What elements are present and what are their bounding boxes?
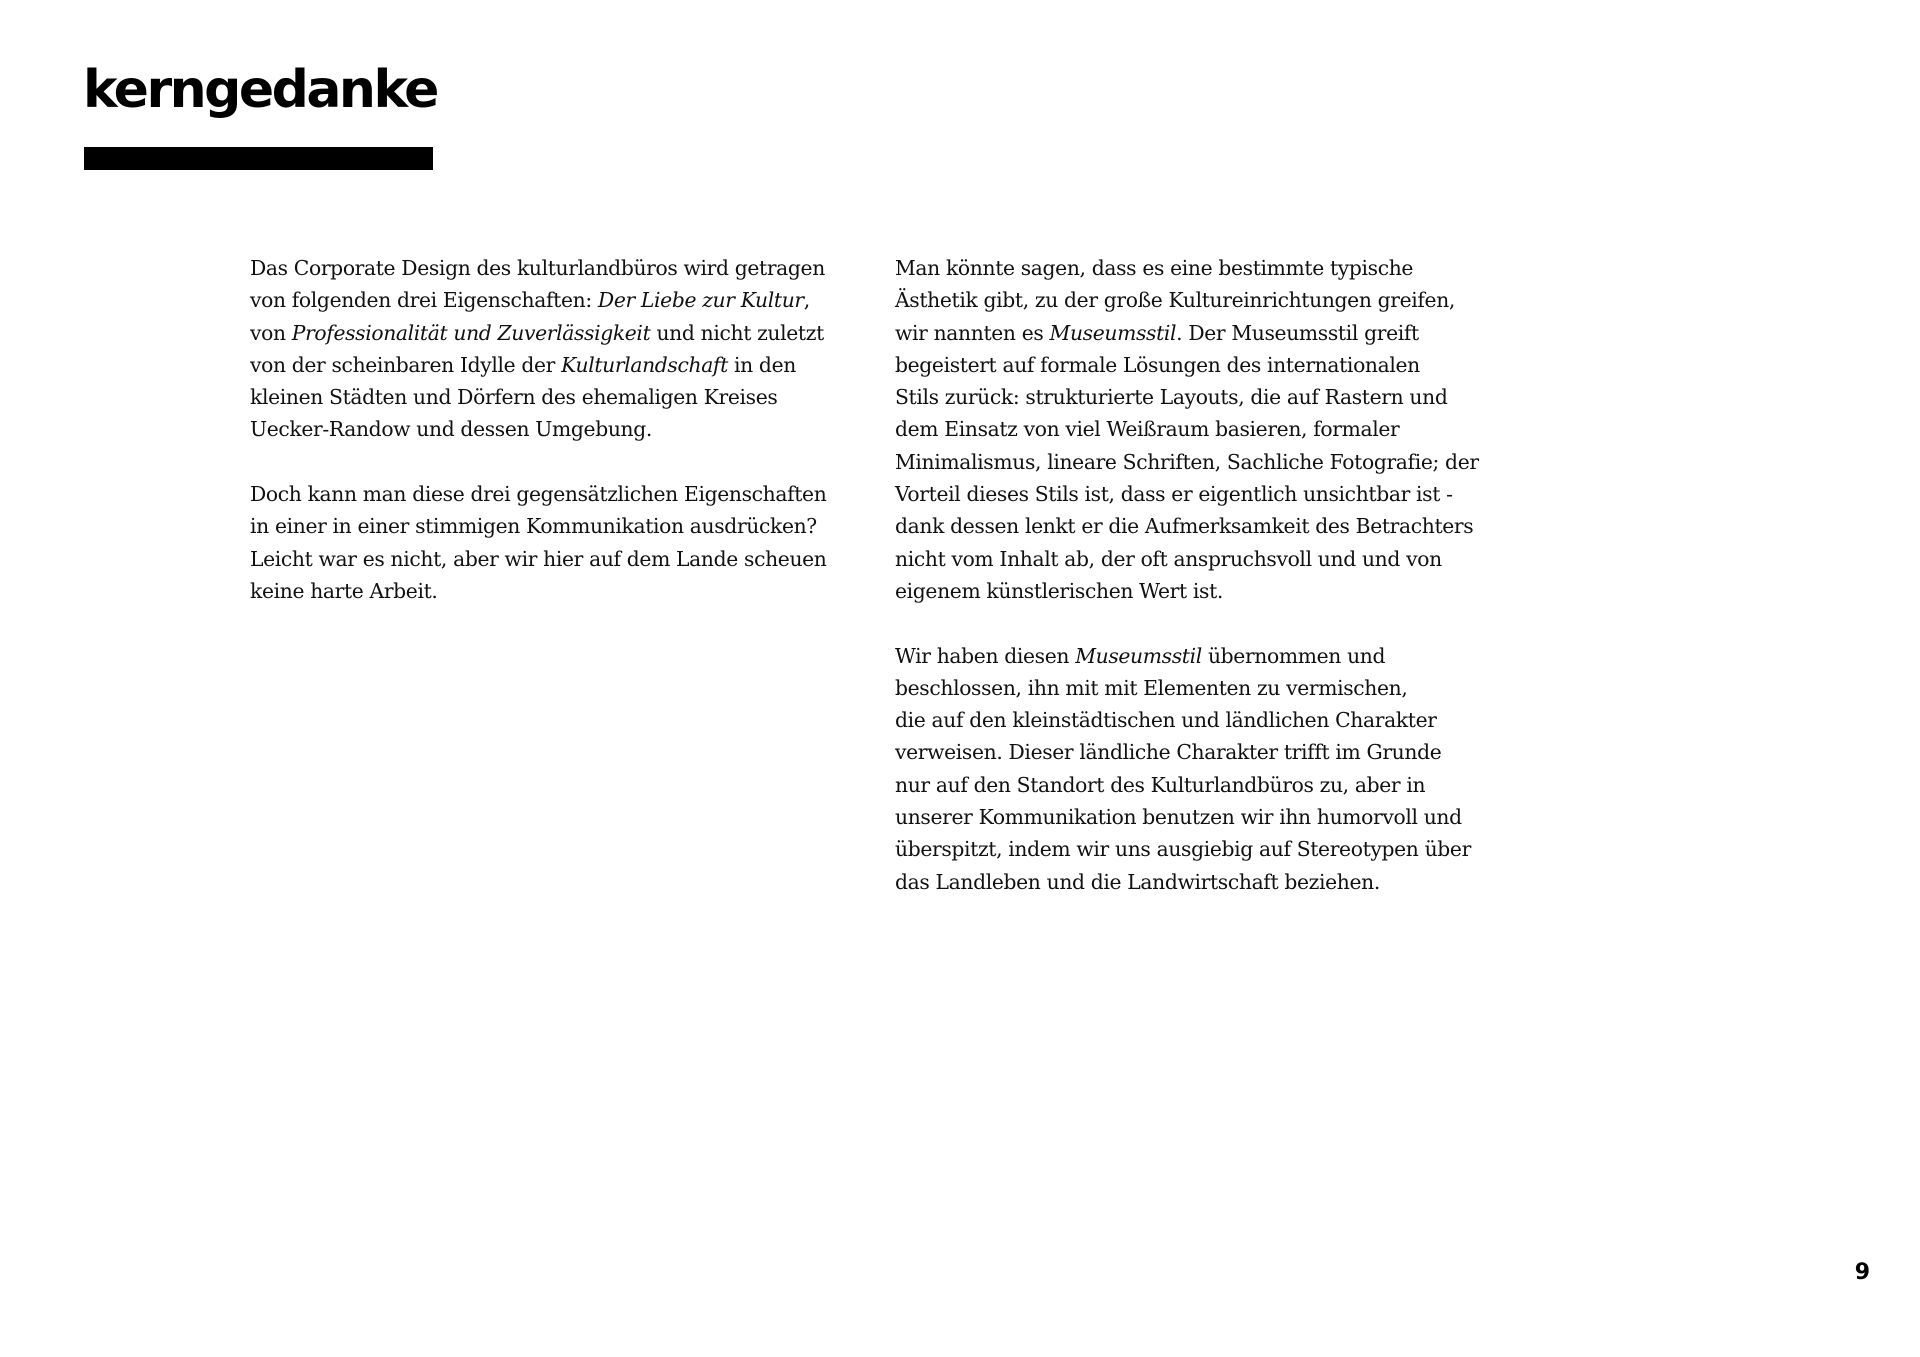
text-line xyxy=(895,640,1515,672)
text-line xyxy=(895,478,1515,510)
italic-text: Museumsstil xyxy=(1049,320,1177,345)
left-text-column xyxy=(250,252,850,640)
text-line xyxy=(250,413,850,445)
page-title: kerngedanke xyxy=(83,60,437,120)
text-segment: eigenem künstlerischen Wert ist. xyxy=(895,578,1223,603)
text-segment: und nicht zuletzt xyxy=(650,320,824,345)
page-number: 9 xyxy=(1854,1260,1870,1285)
text-line xyxy=(895,672,1515,704)
text-segment: keine harte Arbeit. xyxy=(250,578,438,603)
paragraph xyxy=(895,252,1515,607)
text-line xyxy=(895,866,1515,898)
italic-text: Professionalität und Zuverlässigkeit xyxy=(291,320,651,345)
text-line xyxy=(895,252,1515,284)
text-line xyxy=(895,543,1515,575)
italic-text: Museumsstil xyxy=(1075,643,1202,668)
text-segment: dem Einsatz von viel Weißraum basieren, formaler xyxy=(895,417,1400,442)
text-line xyxy=(895,736,1515,768)
text-segment: von folgenden drei Eigenschaften: xyxy=(250,288,598,313)
text-segment: verweisen. Dieser ländliche Charakter trifft im Grunde xyxy=(895,740,1442,765)
text-line xyxy=(250,284,850,316)
text-segment: kleinen Städten und Dörfern des ehemaligen Kreises xyxy=(250,385,778,410)
text-segment: Leicht war es nicht, aber wir hier auf dem Lande scheuen xyxy=(250,546,827,571)
text-line xyxy=(250,478,850,510)
paragraph xyxy=(895,640,1515,898)
text-line xyxy=(895,349,1515,381)
text-segment: von der scheinbaren Idylle der xyxy=(250,352,562,377)
text-segment: in den xyxy=(727,352,796,377)
right-text-column xyxy=(895,252,1515,930)
text-line xyxy=(895,413,1515,445)
text-line xyxy=(895,833,1515,865)
text-segment: von xyxy=(250,320,292,345)
title-underline-bar xyxy=(84,147,433,170)
text-line xyxy=(250,510,850,542)
text-segment: . Der Museumsstil greift xyxy=(1176,320,1419,345)
text-line xyxy=(895,510,1515,542)
text-segment: Minimalismus, lineare Schriften, Sachliche Fotografie; der xyxy=(895,449,1479,474)
text-segment: Ästhetik gibt, zu der große Kultureinrichtungen greifen, xyxy=(895,288,1456,313)
text-segment: Uecker-Randow und dessen Umgebung. xyxy=(250,417,652,442)
text-line xyxy=(250,349,850,381)
italic-text: Der Liebe zur Kultur xyxy=(597,288,804,313)
text-line xyxy=(895,317,1515,349)
italic-text: Kulturlandschaft xyxy=(561,352,728,377)
text-line xyxy=(895,381,1515,413)
text-line xyxy=(250,252,850,284)
text-segment: dank dessen lenkt er die Aufmerksamkeit des Betrachters xyxy=(895,514,1474,539)
text-segment: das Landleben und die Landwirtschaft beziehen. xyxy=(895,869,1380,894)
paragraph xyxy=(250,478,850,607)
text-line xyxy=(895,284,1515,316)
text-segment: Das Corporate Design des kulturlandbüros wird getragen xyxy=(250,256,825,280)
text-line xyxy=(895,769,1515,801)
text-line xyxy=(250,543,850,575)
text-segment: begeistert auf formale Lösungen des internationalen xyxy=(895,352,1420,377)
text-segment: wir nannten es xyxy=(895,320,1050,345)
text-segment: Stils zurück: strukturierte Layouts, die auf Rastern und xyxy=(895,385,1448,410)
text-segment: Wir haben diesen xyxy=(895,643,1076,668)
text-segment: Man könnte sagen, dass es eine bestimmte typische xyxy=(895,256,1414,280)
text-segment: überspitzt, indem wir uns ausgiebig auf Stereotypen über xyxy=(895,837,1471,862)
text-segment: übernommen und xyxy=(1201,643,1386,668)
text-line xyxy=(895,575,1515,607)
text-segment: Doch kann man diese drei gegensätzlichen Eigenschaften xyxy=(250,482,827,507)
text-line xyxy=(895,801,1515,833)
text-segment: Vorteil dieses Stils ist, dass er eigentlich unsichtbar ist - xyxy=(895,482,1453,507)
text-line xyxy=(895,704,1515,736)
text-line xyxy=(250,381,850,413)
paragraph xyxy=(250,252,850,446)
text-segment: nicht vom Inhalt ab, der oft anspruchsvoll und und von xyxy=(895,546,1442,571)
text-line xyxy=(250,575,850,607)
text-segment: unserer Kommunikation benutzen wir ihn humorvoll und xyxy=(895,805,1462,830)
text-segment: die auf den kleinstädtischen und ländlichen Charakter xyxy=(895,708,1437,733)
text-line xyxy=(895,446,1515,478)
text-line xyxy=(250,317,850,349)
text-segment: in einer in einer stimmigen Kommunikation ausdrücken? xyxy=(250,514,817,539)
text-segment: nur auf den Standort des Kulturlandbüros zu, aber in xyxy=(895,772,1426,797)
text-segment: , xyxy=(803,288,810,313)
text-segment: beschlossen, ihn mit mit Elementen zu vermischen, xyxy=(895,675,1408,700)
